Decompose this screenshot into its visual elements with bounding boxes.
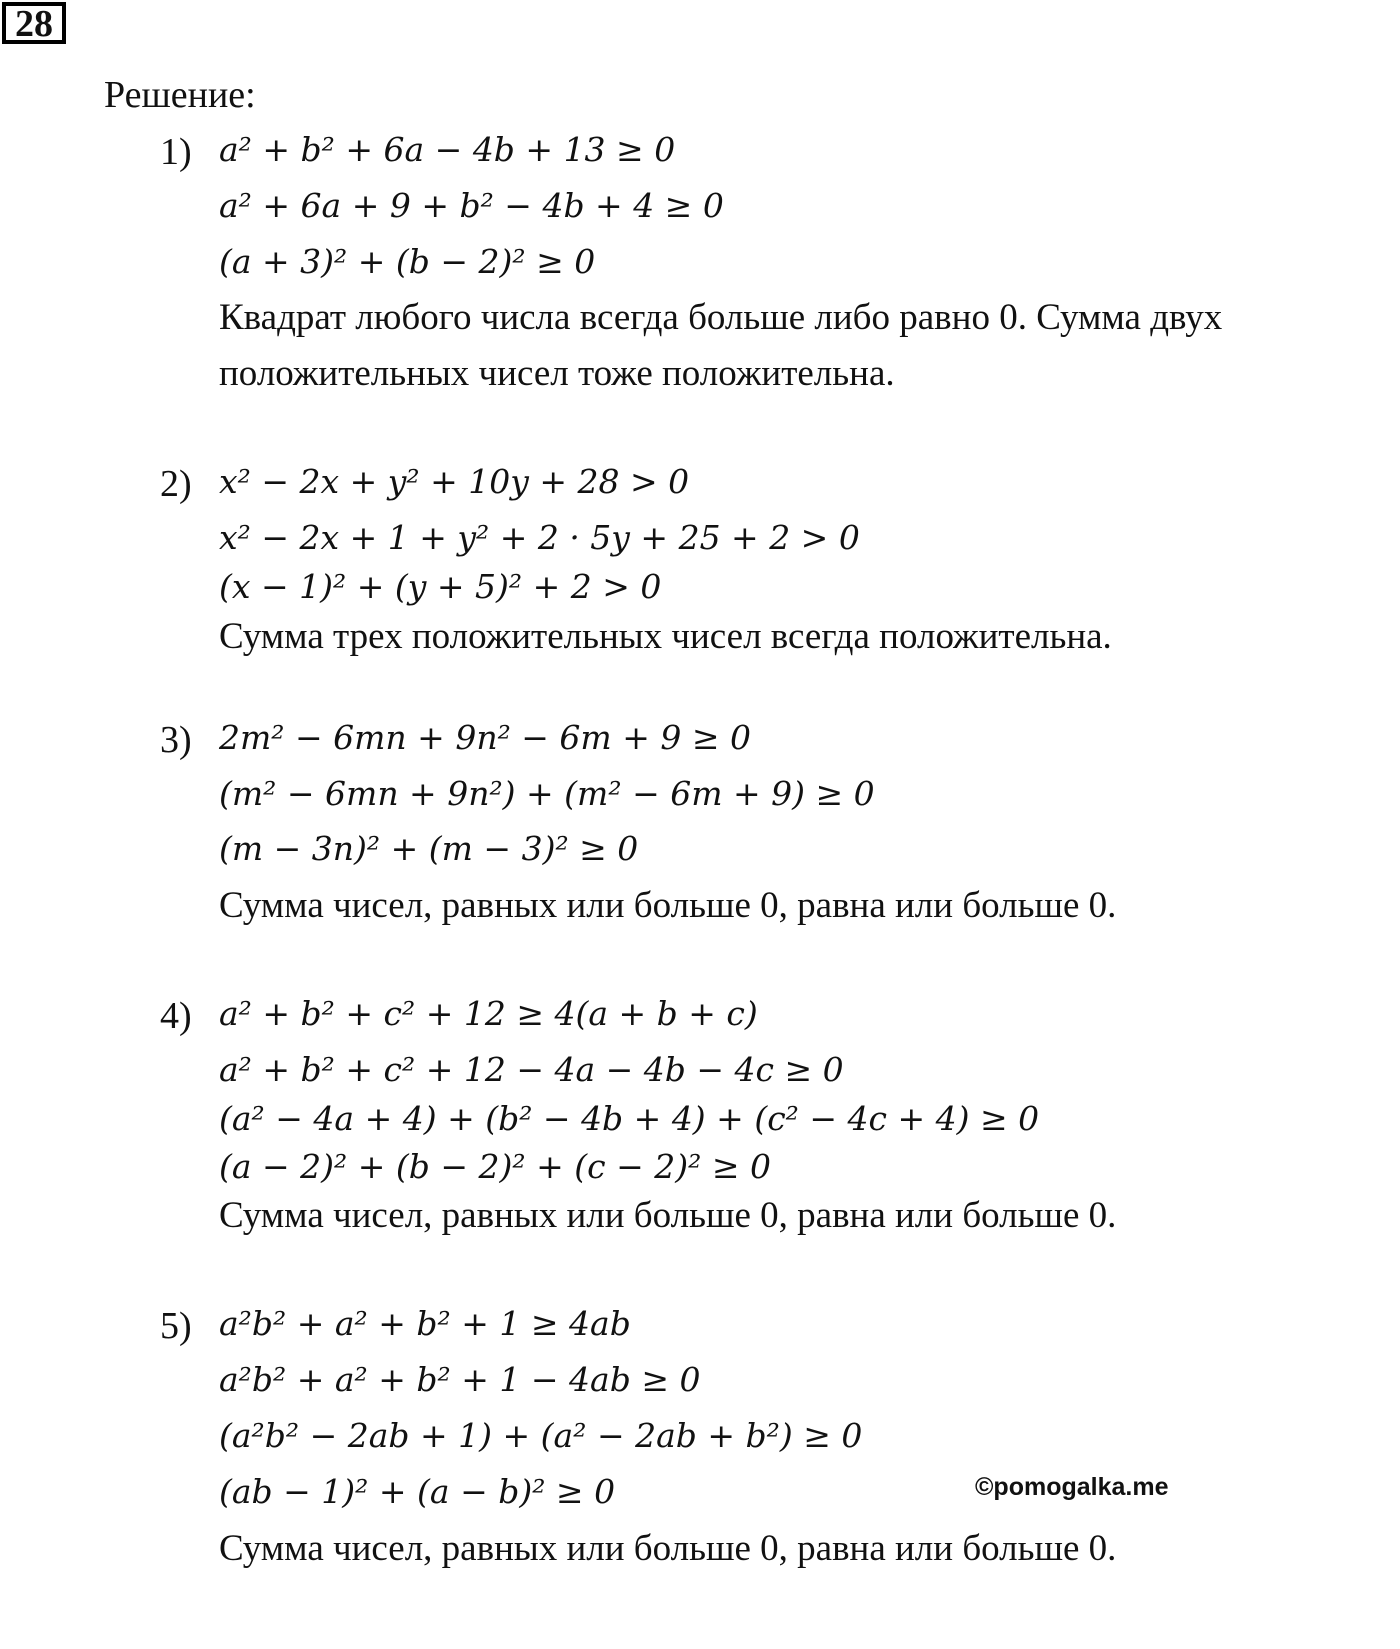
item-5-line-4: (ab − 1)² + (a − b)² ≥ 0 — [219, 1472, 616, 1511]
item-2-line-3: (x − 1)² + (y + 5)² + 2 > 0 — [219, 567, 662, 606]
watermark-text: ©pomogalka.me — [975, 1473, 1169, 1501]
item-2-line-1: x² − 2x + y² + 10y + 28 > 0 — [219, 462, 690, 501]
item-2-line-2: x² − 2x + 1 + y² + 2 · 5y + 25 + 2 > 0 — [219, 518, 860, 557]
item-5-line-3: (a²b² − 2ab + 1) + (a² − 2ab + b²) ≥ 0 — [219, 1416, 863, 1455]
problem-number: 28 — [2, 2, 66, 44]
item-3-number: 3) — [160, 719, 192, 761]
item-5-line-1: a²b² + a² + b² + 1 ≥ 4ab — [219, 1304, 631, 1343]
item-4-line-2: a² + b² + c² + 12 − 4a − 4b − 4c ≥ 0 — [219, 1050, 844, 1089]
item-1-explanation-1: Квадрат любого числа всегда больше либо равно 0. Сумма двух — [219, 297, 1223, 338]
item-1-line-1: a² + b² + 6a − 4b + 13 ≥ 0 — [219, 130, 676, 169]
solution-heading: Решение: — [104, 74, 256, 116]
item-4-line-1: a² + b² + c² + 12 ≥ 4(a + b + c) — [219, 994, 758, 1033]
item-3-explanation-1: Сумма чисел, равных или больше 0, равна или больше 0. — [219, 885, 1117, 926]
item-3-line-1: 2m² − 6mn + 9n² − 6m + 9 ≥ 0 — [219, 718, 751, 757]
item-3-line-3: (m − 3n)² + (m − 3)² ≥ 0 — [219, 829, 639, 868]
item-4-explanation-1: Сумма чисел, равных или больше 0, равна или больше 0. — [219, 1195, 1117, 1236]
item-1-line-2: a² + 6a + 9 + b² − 4b + 4 ≥ 0 — [219, 186, 724, 225]
item-4-number: 4) — [160, 995, 192, 1037]
item-2-number: 2) — [160, 463, 192, 505]
item-4-line-3: (a² − 4a + 4) + (b² − 4b + 4) + (c² − 4c + 4) ≥ 0 — [219, 1099, 1040, 1138]
item-5-number: 5) — [160, 1305, 192, 1347]
item-5-line-2: a²b² + a² + b² + 1 − 4ab ≥ 0 — [219, 1360, 701, 1399]
item-5-explanation-1: Сумма чисел, равных или больше 0, равна или больше 0. — [219, 1528, 1117, 1569]
item-2-explanation-1: Сумма трех положительных чисел всегда положительна. — [219, 616, 1112, 657]
item-1-explanation-2: положительных чисел тоже положительна. — [219, 353, 895, 394]
item-1-line-3: (a + 3)² + (b − 2)² ≥ 0 — [219, 242, 596, 281]
item-4-line-4: (a − 2)² + (b − 2)² + (c − 2)² ≥ 0 — [219, 1147, 771, 1186]
item-3-line-2: (m² − 6mn + 9n²) + (m² − 6m + 9) ≥ 0 — [219, 774, 875, 813]
item-1-number: 1) — [160, 131, 192, 173]
